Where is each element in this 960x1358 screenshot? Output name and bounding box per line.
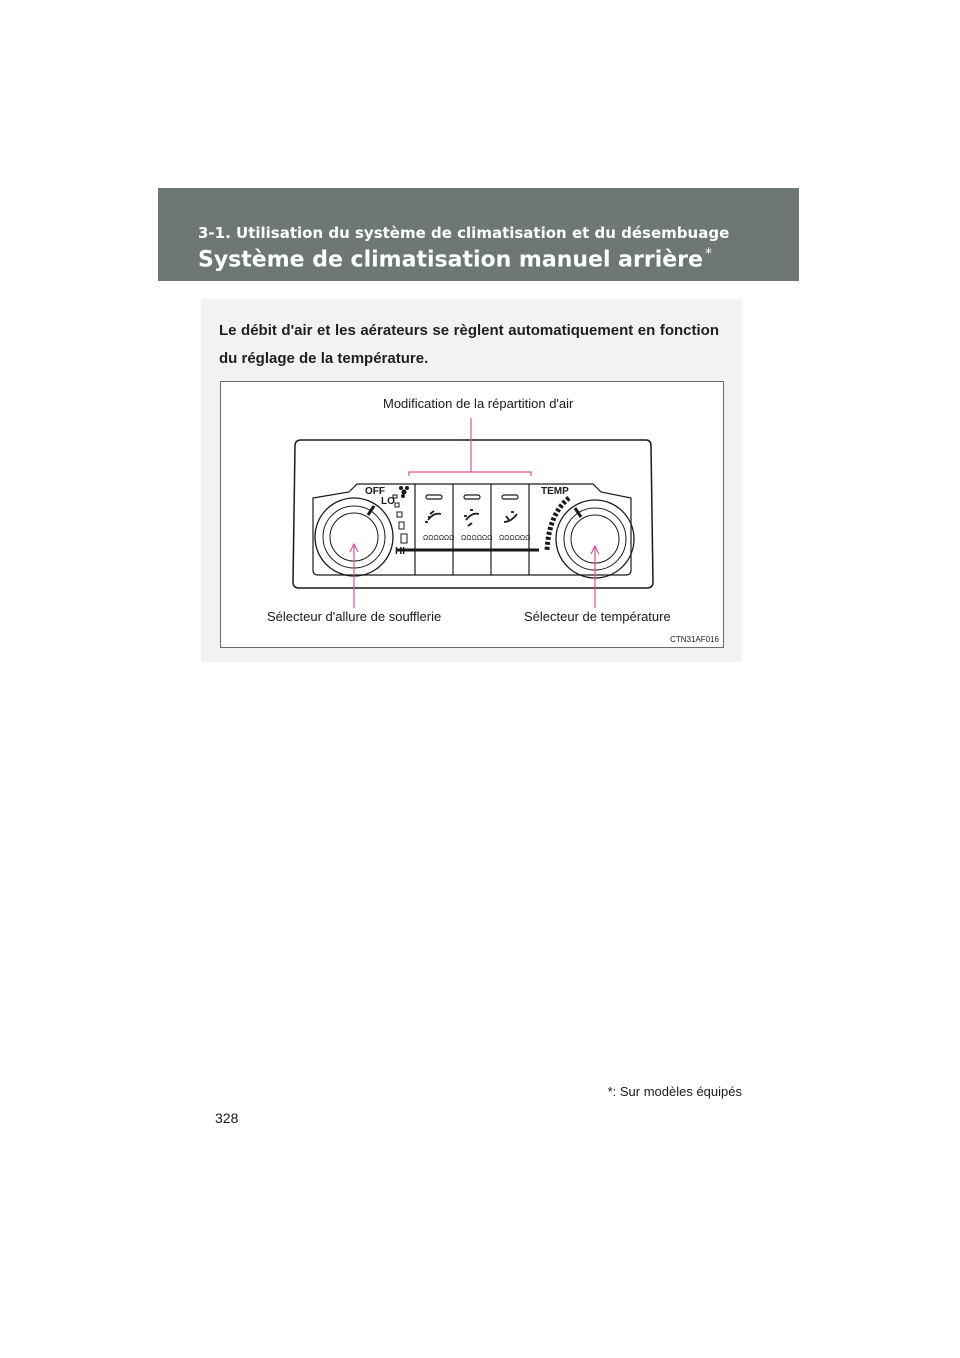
panel-face bbox=[313, 484, 631, 575]
page-title bbox=[198, 246, 712, 272]
callout-fan-speed: Sélecteur d'allure de soufflerie bbox=[267, 609, 442, 624]
panel-label-temp: TEMP bbox=[541, 486, 569, 497]
svg-text:ΩΩΩΩΩΩ: ΩΩΩΩΩΩ bbox=[461, 535, 493, 542]
footnote-marker: * bbox=[607, 1084, 613, 1099]
control-panel-illustration bbox=[221, 382, 723, 647]
control-panel-figure bbox=[220, 381, 724, 648]
section-label: 3-1. Utilisation du système de climatisation et du désembuage bbox=[198, 224, 730, 242]
svg-text:ΩΩΩΩΩΩ: ΩΩΩΩΩΩ bbox=[499, 535, 531, 542]
title-footnote-marker: * bbox=[704, 246, 712, 262]
panel-label-lo: LO bbox=[381, 496, 395, 507]
intro-text: Le débit d'air et les aérateurs se règlent automatiquement en fonction du réglage de la température. bbox=[219, 322, 719, 367]
callout-air-distribution: Modification de la répartition d'air bbox=[383, 396, 574, 411]
page-title-text: Système de climatisation manuel arrière bbox=[198, 247, 703, 273]
figure-code: CTN31AF016 bbox=[670, 635, 719, 644]
panel-label-off: OFF bbox=[365, 486, 385, 497]
footnote bbox=[608, 1084, 742, 1099]
svg-text:ΩΩΩΩΩΩ: ΩΩΩΩΩΩ bbox=[423, 535, 455, 542]
page-header bbox=[158, 188, 799, 281]
page-number: 328 bbox=[215, 1110, 239, 1126]
callout-temperature: Sélecteur de température bbox=[524, 609, 671, 624]
footnote-text: : Sur modèles équipés bbox=[612, 1084, 742, 1099]
intro-box bbox=[201, 299, 742, 662]
panel-label-hi: HI bbox=[395, 546, 405, 557]
